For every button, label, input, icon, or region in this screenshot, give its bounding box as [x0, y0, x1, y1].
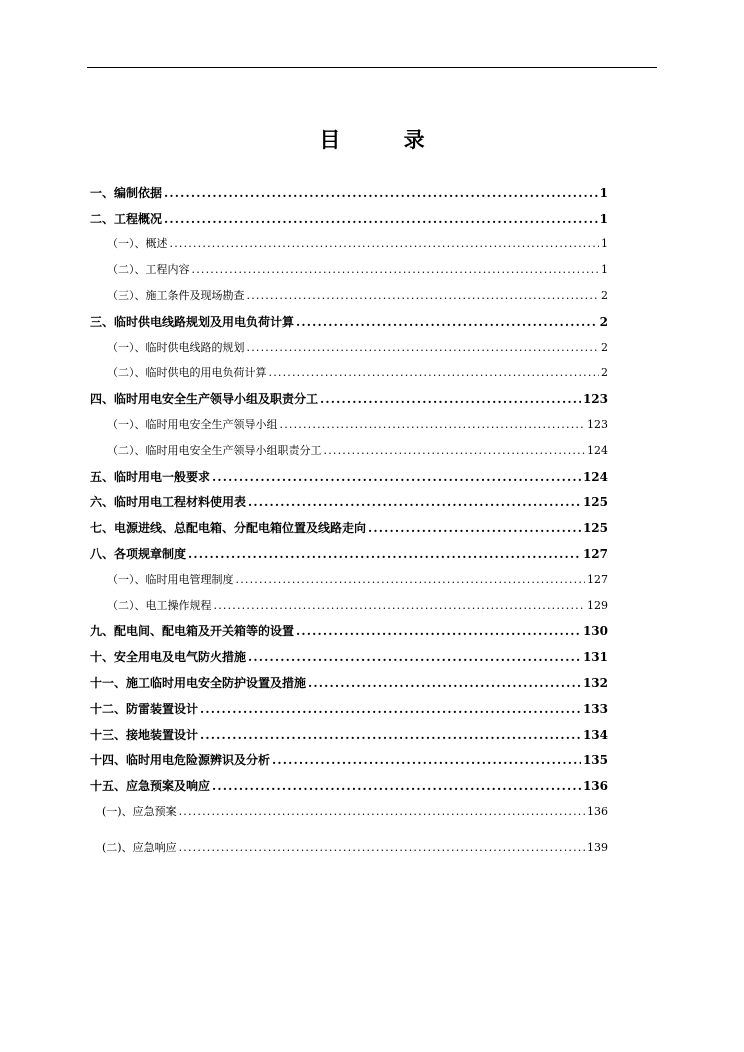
toc-subentry[interactable]	[90, 409, 608, 435]
toc-leader-dots	[179, 802, 585, 822]
toc-entry-label: 十一、施工临时用电安全防护设置及措施	[90, 675, 307, 690]
toc-entry[interactable]	[90, 512, 608, 538]
toc-page-number: 133	[582, 701, 608, 716]
toc-leader-dots	[247, 286, 600, 306]
toc-entry-label: 十、安全用电及电气防火措施	[90, 650, 247, 665]
toc-entry[interactable]	[90, 203, 608, 229]
toc-leader-dots	[164, 209, 598, 229]
toc-page-number: 125	[582, 521, 608, 536]
toc-entry-label: （二）、电工操作规程	[107, 598, 212, 612]
toc-subentry[interactable]	[90, 796, 608, 822]
toc-subentry[interactable]	[90, 280, 608, 306]
toc-leader-dots	[214, 596, 586, 616]
toc-entry-label: （一）、概述	[107, 237, 168, 251]
toc-page-number: 123	[582, 392, 608, 407]
toc-entry-label: 四、临时用电安全生产领导小组及职责分工	[90, 392, 319, 407]
toc-leader-dots	[247, 338, 600, 358]
toc-leader-dots	[296, 621, 581, 641]
toc-entry-label: （一）、临时用电安全生产领导小组	[107, 417, 278, 431]
toc-page-number: 132	[582, 675, 608, 690]
toc-leader-dots	[179, 838, 585, 858]
toc-entry-label: (一)、应急预案	[102, 804, 177, 818]
toc-leader-dots	[368, 518, 581, 538]
toc-leader-dots	[192, 260, 600, 280]
toc-subentry[interactable]	[90, 564, 608, 590]
toc-leader-dots	[200, 699, 581, 719]
toc-entry[interactable]	[90, 616, 608, 642]
toc-entry-label: （二）、临时用电安全生产领导小组职责分工	[107, 443, 322, 457]
toc-page-number: 1	[599, 185, 608, 200]
toc-entry-label: 十三、接地装置设计	[90, 727, 199, 742]
toc-page-number: 127	[587, 572, 608, 586]
toc-leader-dots	[248, 492, 581, 512]
toc-entry[interactable]	[90, 641, 608, 667]
toc-entry[interactable]	[90, 461, 608, 487]
toc-entry-label: （二）、临时供电的用电负荷计算	[107, 366, 267, 380]
toc-entry-label: 二、工程概况	[90, 211, 163, 226]
toc-leader-dots	[188, 544, 581, 564]
toc-subentry[interactable]	[90, 822, 608, 858]
toc-page-number: 1	[601, 237, 608, 251]
toc-page-number: 131	[582, 650, 608, 665]
toc-entry-label: 九、配电间、配电箱及开关箱等的设置	[90, 624, 295, 639]
toc-leader-dots	[272, 750, 581, 770]
toc-leader-dots	[324, 441, 586, 461]
toc-leader-dots	[280, 415, 586, 435]
toc-entry[interactable]	[90, 383, 608, 409]
toc-page-number: 134	[582, 727, 608, 742]
toc-subentry[interactable]	[90, 590, 608, 616]
toc-page-number: 2	[599, 314, 608, 329]
toc-subentry[interactable]	[90, 229, 608, 255]
toc-page-number: 2	[601, 366, 608, 380]
toc-page-number: 124	[587, 443, 608, 457]
toc-page-number: 135	[582, 753, 608, 768]
toc-entry-label: （一）、临时用电管理制度	[107, 572, 234, 586]
toc-page-number: 1	[601, 263, 608, 277]
toc-entry[interactable]	[90, 693, 608, 719]
toc-leader-dots	[236, 570, 586, 590]
toc-page-number: 1	[599, 211, 608, 226]
toc-entry-label: 六、临时用电工程材料使用表	[90, 495, 247, 510]
toc-leader-dots	[164, 183, 598, 203]
toc-page-number: 136	[587, 804, 608, 818]
toc-leader-dots	[200, 725, 581, 745]
toc-subentry[interactable]	[90, 358, 608, 384]
toc-page-number: 2	[601, 340, 608, 354]
toc-entry-label: 十四、临时用电危险源辨识及分析	[90, 753, 271, 768]
toc-subentry[interactable]	[90, 332, 608, 358]
toc-subentry[interactable]	[90, 254, 608, 280]
toc-entry[interactable]	[90, 745, 608, 771]
page-title: 目 录	[319, 127, 453, 152]
toc-entry[interactable]	[90, 538, 608, 564]
toc-page-number: 125	[582, 495, 608, 510]
toc-page-number: 130	[582, 624, 608, 639]
toc-entry[interactable]	[90, 667, 608, 693]
toc-entry-label: 八、各项规章制度	[90, 546, 187, 561]
toc-entry-label: (二)、应急响应	[102, 840, 177, 854]
toc-entry-label: 十二、防雷装置设计	[90, 701, 199, 716]
header-rule	[87, 67, 657, 68]
toc-leader-dots	[269, 363, 600, 383]
toc-entry[interactable]	[90, 487, 608, 513]
toc-page-number: 127	[582, 546, 608, 561]
toc-entry-label: （三）、施工条件及现场勘查	[107, 288, 245, 302]
toc-leader-dots	[170, 234, 600, 254]
toc-entry-label: （一）、临时供电线路的规划	[107, 340, 245, 354]
toc-page-number: 2	[601, 288, 608, 302]
toc-entry[interactable]	[90, 770, 608, 796]
toc-page-number: 129	[587, 598, 608, 612]
toc-leader-dots	[308, 673, 581, 693]
toc-page-number: 124	[582, 469, 608, 484]
toc-leader-dots	[212, 467, 581, 487]
toc-leader-dots	[212, 776, 581, 796]
toc-leader-dots	[296, 312, 598, 332]
toc-entry-label: 七、电源进线、总配电箱、分配电箱位置及线路走向	[90, 521, 367, 536]
toc-entry[interactable]	[90, 306, 608, 332]
toc-entry-label: 三、临时供电线路规划及用电负荷计算	[90, 314, 295, 329]
toc-leader-dots	[248, 647, 581, 667]
table-of-contents	[90, 177, 608, 858]
toc-entry-label: （二）、工程内容	[107, 263, 190, 277]
toc-leader-dots	[320, 389, 581, 409]
toc-entry-label: 五、临时用电一般要求	[90, 469, 211, 484]
toc-page-number: 139	[587, 840, 608, 854]
toc-entry-label: 一、编制依据	[90, 185, 163, 200]
toc-subentry[interactable]	[90, 435, 608, 461]
toc-page-number: 123	[587, 417, 608, 431]
toc-entry-label: 十五、应急预案及响应	[90, 779, 211, 794]
toc-page-number: 136	[582, 779, 608, 794]
toc-entry[interactable]	[90, 719, 608, 745]
toc-entry[interactable]	[90, 177, 608, 203]
